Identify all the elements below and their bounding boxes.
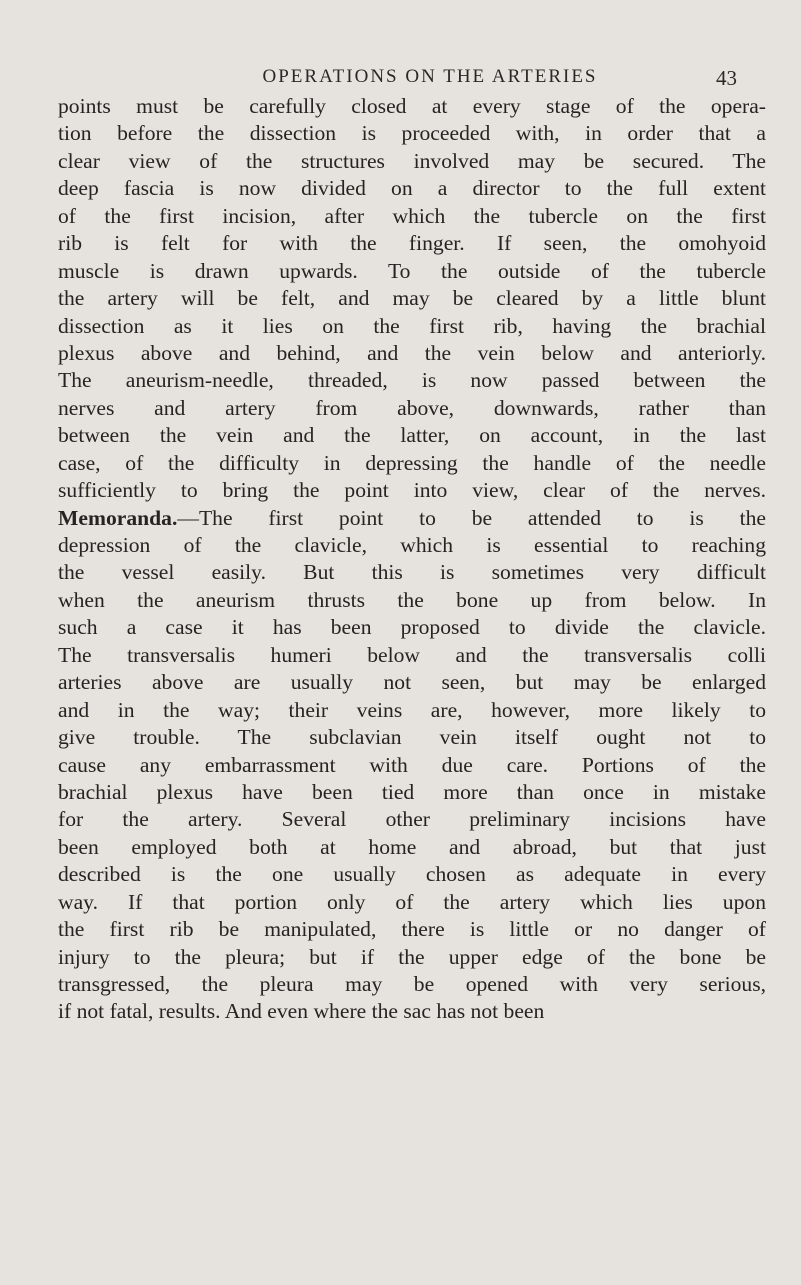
text-line: transgressed, the pleura may be opened with very serious, [58,972,766,996]
text-line: injury to the pleura; but if the upper edge of the bone be [58,944,766,969]
text-line: nerves and artery from above, downwards, rather than [58,395,766,420]
text-line: arteries above are usually not seen, but may be enlarged [58,670,766,695]
text-line: The transversalis humeri below and the transversalis colli [58,642,766,667]
text-line: sufficiently to bring the point into view, clear of the nerves. [58,478,766,503]
text-line: been employed both at home and abroad, but that just [58,834,766,859]
text-line: and in the way; their veins are, however, more likely to [58,697,766,722]
text-line: the first rib be manipulated, there is little or no danger of [58,917,766,942]
text-line: plexus above and behind, and the vein below and anteriorly. [58,340,766,365]
text-line: if not fatal, results. And even where the sac has not been [58,999,545,1024]
text-line: rib is felt for with the finger. If seen, the omohyoid [58,231,766,256]
text-line: such a case it has been proposed to divide the clavicle. [58,615,766,640]
memoranda-first-line-text: —The first point to be attended to is the [177,505,766,530]
text-line: dissection as it lies on the first rib, having the brachial [58,313,766,338]
text-line: depression of the clavicle, which is essential to reaching [58,533,766,557]
memoranda-label: Memoranda. [58,505,178,530]
text-line: when the aneurism thrusts the bone up from below. In [58,587,766,612]
running-title: OPERATIONS ON THE ARTERIES [262,66,598,87]
text-line: the vessel easily. But this is sometimes very difficult [58,560,766,585]
running-head [0,66,801,90]
text-line: described is the one usually chosen as adequate in every [58,862,766,887]
text-line: deep fascia is now divided on a director to the full extent [58,176,766,201]
text-line: give trouble. The subclavian vein itself ought not to [58,725,766,750]
text-line: case, of the difficulty in depressing the handle of the needle [58,450,766,475]
text-line: clear view of the structures involved may be secured. The [58,148,766,173]
text-line: for the artery. Several other preliminary incisions have [58,807,766,832]
text-line: tion before the dissection is proceeded with, in order that a [58,121,766,146]
text-line: brachial plexus have been tied more than once in mistake [58,779,766,804]
page-number: 43 [716,66,737,90]
text-line: points must be carefully closed at every stage of the opera- [58,94,766,118]
text-line: muscle is drawn upwards. To the outside of the tubercle [58,258,766,283]
text-line: the artery will be felt, and may be cleared by a little blunt [58,286,766,311]
text-line: of the first incision, after which the tubercle on the first [58,203,766,228]
text-line: cause any embarrassment with due care. Portions of the [58,752,766,777]
text-line: The aneurism-needle, threaded, is now passed between the [58,368,766,393]
text-line: between the vein and the latter, on account, in the last [58,423,766,448]
memoranda-line [58,505,766,532]
text-line: way. If that portion only of the artery which lies upon [58,889,766,914]
body-text [58,93,766,1026]
